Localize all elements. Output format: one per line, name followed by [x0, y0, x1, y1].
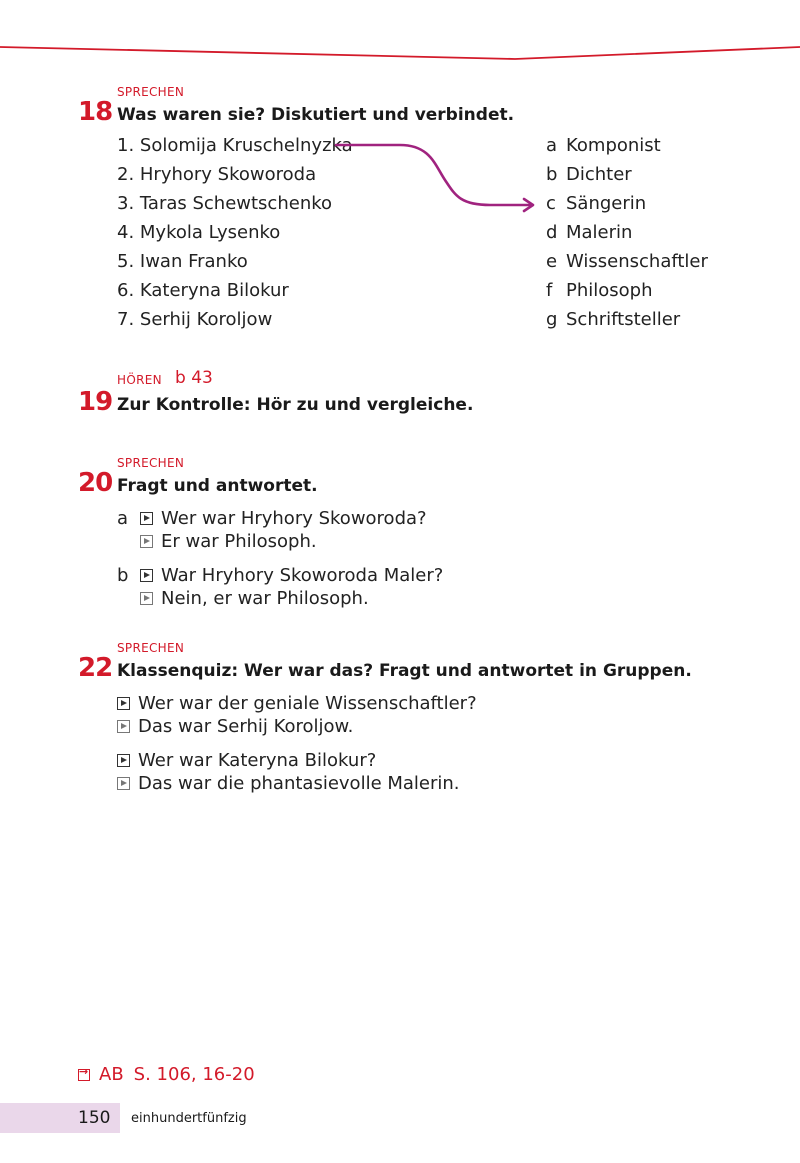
ex22-question-1-text: Wer war der geniale Wissenschaftler?: [138, 693, 477, 714]
ex22-title: Klassenquiz: Wer war das? Fragt und antwortet in Gruppen.: [117, 661, 692, 681]
ex20-a-answer-text: Er war Philosoph.: [161, 531, 317, 552]
ex22-answer-2: [117, 773, 460, 794]
ex18-left-item-1: 1. Solomija Kruschelnyzka: [117, 135, 353, 156]
ex22-answer-1-text: Das war Serhij Koroljow.: [138, 716, 354, 737]
ex18-left-item-2: 2. Hryhory Skoworoda: [117, 164, 317, 185]
ex19-label: HÖREN: [117, 373, 162, 387]
speaker-a-icon: [140, 569, 153, 582]
ex18-right-item-e: Wissenschaftler: [566, 251, 708, 272]
ex20-b-question-text: War Hryhory Skoworoda Maler?: [161, 565, 444, 586]
ex18-right-item-f: Philosoph: [566, 280, 653, 301]
ex18-right-letter-f: f: [546, 280, 553, 301]
workbook-prefix: AB: [99, 1064, 124, 1085]
ex18-left-item-5: 5. Iwan Franko: [117, 251, 248, 272]
speaker-b-icon: [140, 535, 153, 548]
speaker-a-icon: [117, 697, 130, 710]
ex20-number: 20: [78, 468, 113, 498]
ex20-a-answer: [140, 531, 317, 552]
workbook-pages: S. 106, 16-20: [133, 1064, 255, 1085]
page-number-word: einhundertfünfzig: [131, 1111, 247, 1126]
speaker-b-icon: [140, 592, 153, 605]
ex18-right-item-c: Sängerin: [566, 193, 647, 214]
ex18-number: 18: [78, 97, 113, 127]
ex18-left-item-4: 4. Mykola Lysenko: [117, 222, 281, 243]
ex20-b-answer-text: Nein, er war Philosoph.: [161, 588, 369, 609]
ex19-number: 19: [78, 387, 113, 417]
speaker-b-icon: [117, 777, 130, 790]
ex22-question-2-text: Wer war Kateryna Bilokur?: [138, 750, 377, 771]
ex20-a-question: [140, 508, 427, 529]
ex20-a-question-text: Wer war Hryhory Skoworoda?: [161, 508, 427, 529]
ex22-question-1: [117, 693, 477, 714]
ex18-right-letter-g: g: [546, 309, 558, 330]
ex18-right-item-g: Schriftsteller: [566, 309, 681, 330]
page-number: 150: [78, 1108, 111, 1128]
ex18-title: Was waren sie? Diskutiert und verbindet.: [117, 105, 515, 125]
ex18-right-item-d: Malerin: [566, 222, 633, 243]
speaker-a-icon: [140, 512, 153, 525]
speaker-a-icon: [117, 754, 130, 767]
ex18-left-item-7: 7. Serhij Koroljow: [117, 309, 273, 330]
ex22-label: SPRECHEN: [117, 641, 185, 655]
ex20-letter-a: a: [117, 508, 129, 529]
ex18-left-item-6: 6. Kateryna Bilokur: [117, 280, 289, 301]
ex22-answer-1: [117, 716, 353, 737]
ex20-title: Fragt und antwortet.: [117, 476, 318, 496]
arrow-box-icon: [78, 1069, 90, 1081]
ex19-audio-ref[interactable]: b 43: [175, 368, 213, 388]
ex18-right-item-b: Dichter: [566, 164, 632, 185]
ex20-b-question: [140, 565, 443, 586]
ex18-left-item-3: 3. Taras Schewtschenko: [117, 193, 333, 214]
ex18-right-letter-c: c: [546, 193, 556, 214]
ex20-label: SPRECHEN: [117, 456, 185, 470]
ex22-answer-2-text: Das war die phantasievolle Malerin.: [138, 773, 460, 794]
ex22-question-2: [117, 750, 376, 771]
ex20-letter-b: b: [117, 565, 129, 586]
ex18-right-letter-d: d: [546, 222, 558, 243]
ex19-title: Zur Kontrolle: Hör zu und vergleiche.: [117, 395, 474, 415]
ex18-right-letter-b: b: [546, 164, 558, 185]
ex18-right-letter-e: e: [546, 251, 558, 272]
workbook-reference[interactable]: [78, 1064, 255, 1085]
speaker-b-icon: [117, 720, 130, 733]
ex18-right-letter-a: a: [546, 135, 558, 156]
matching-arrow: [330, 135, 545, 220]
ex22-number: 22: [78, 653, 113, 683]
ex18-right-item-a: Komponist: [566, 135, 661, 156]
ex20-b-answer: [140, 588, 369, 609]
ex18-label: SPRECHEN: [117, 85, 185, 99]
top-rule: [0, 0, 800, 70]
